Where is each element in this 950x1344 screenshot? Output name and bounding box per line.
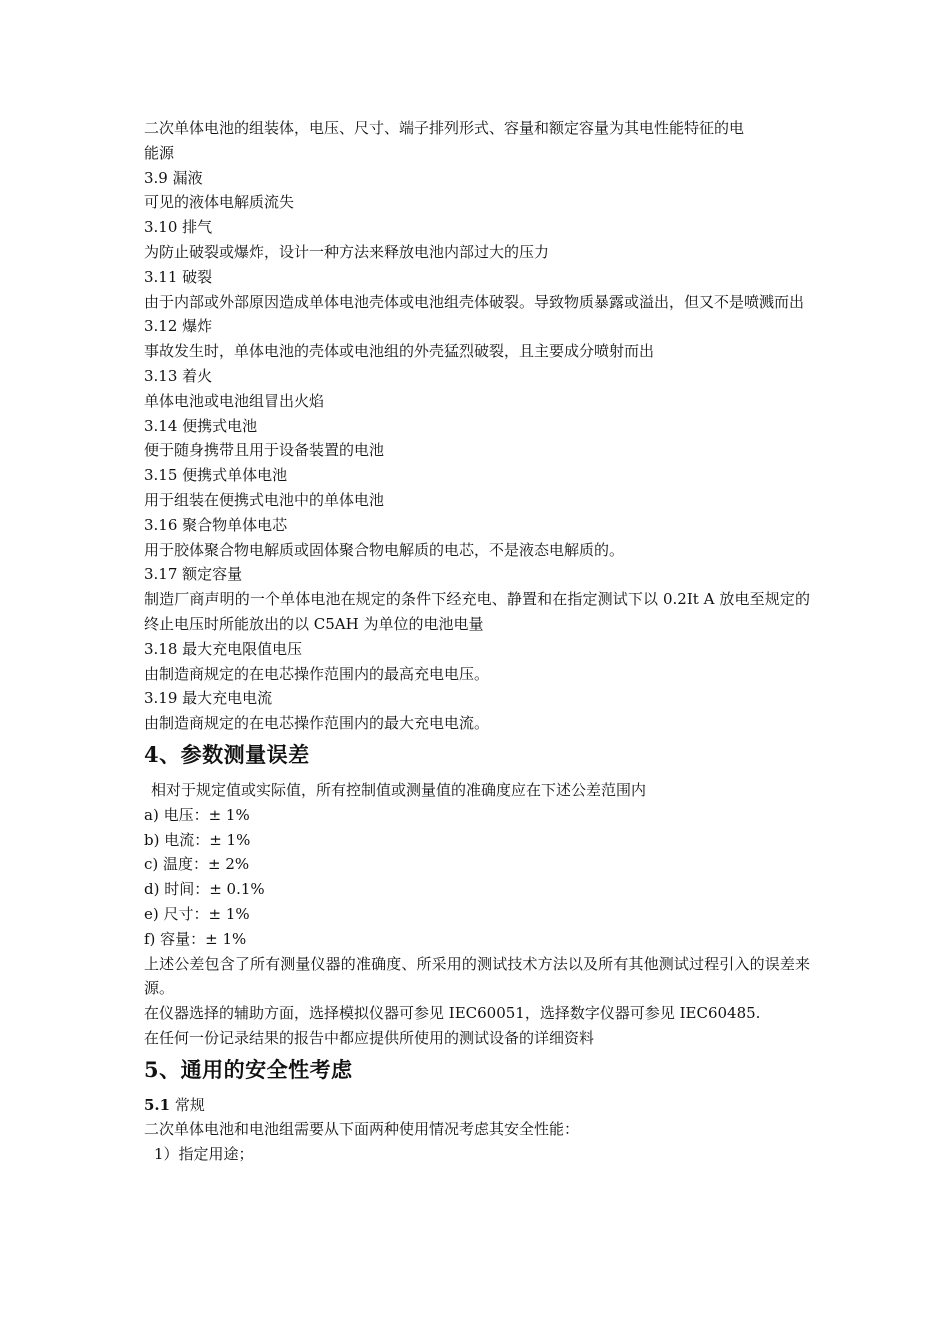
definition-text: 由制造商规定的在电芯操作范围内的最高充电电压。: [144, 664, 490, 683]
tolerance-item: a) 电压：± 1%: [144, 805, 250, 824]
section4-para-instruments: 在仪器选择的辅助方面，选择模拟仪器可参见 IEC60051，选择数字仪器可参见 IEC60485.: [144, 1004, 761, 1023]
section4-number: 4: [144, 741, 160, 767]
document-page: [144, 116, 810, 1167]
definition-text: 可见的液体电解质流失: [144, 193, 295, 212]
definition-text: 由于内部或外部原因造成单体电池壳体或电池组壳体破裂。导致物质暴露或溢出，但又不是喷溅而出: [144, 292, 805, 311]
tolerance-item: c) 温度：± 2%: [144, 855, 250, 874]
section4-heading: [144, 742, 810, 768]
tolerance-item: d) 时间：± 0.1%: [144, 880, 265, 899]
section3-intro-line1: 二次单体电池的组装体，电压、尺寸、端子排列形式、容量和额定容量为其电性能特征的电: [144, 119, 745, 137]
definition-term: 3.14 便携式电池: [144, 416, 258, 435]
tolerance-item: e) 尺寸：± 1%: [144, 904, 250, 923]
definition-term: 3.15 便携式单体电池: [144, 466, 288, 485]
definition-text: 为防止破裂或爆炸，设计一种方法来释放电池内部过大的压力: [144, 242, 550, 261]
section5-heading: [144, 1057, 810, 1083]
definition-text: 便于随身携带且用于设备装置的电池: [144, 441, 385, 460]
definition-text: 用于组装在便携式电池中的单体电池: [144, 490, 385, 509]
subsection-5-1-heading: [144, 1093, 810, 1118]
definitions-list: [144, 166, 810, 736]
definition-text: 用于胶体聚合物电解质或固体聚合物电解质的电芯，不是液态电解质的。: [144, 540, 625, 559]
definition-text: 由制造商规定的在电芯操作范围内的最大充电电流。: [144, 714, 490, 733]
subsection-number: 5.1: [144, 1095, 171, 1114]
section5-number: 5: [144, 1056, 160, 1082]
subsection-title: 常规: [170, 1095, 205, 1114]
tolerance-item: b) 电流：± 1%: [144, 830, 251, 849]
section4-title: 、参数测量误差: [159, 741, 310, 767]
section4-para-report: 在任何一份记录结果的报告中都应提供所使用的测试设备的详细资料: [144, 1028, 595, 1047]
definition-term: 3.18 最大充电限值电压: [144, 639, 303, 658]
section3-intro-line2: 能源: [144, 143, 175, 162]
section4-intro: 相对于规定值或实际值，所有控制值或测量值的准确度应在下述公差范围内: [151, 780, 647, 799]
section5-intro: 二次单体电池和电池组需要从下面两种使用情况考虑其安全性能：: [144, 1120, 580, 1139]
section4-para-error-sources: 上述公差包含了所有测量仪器的准确度、所采用的测试技术方法以及所有其他测试过程引入的误差来源。: [144, 954, 810, 998]
definition-term: 3.11 破裂: [144, 267, 213, 286]
definition-term: 3.9 漏液: [144, 168, 203, 187]
definition-term: 3.17 额定容量: [144, 565, 243, 584]
definition-term: 3.10 排气: [144, 218, 213, 237]
definition-term: 3.13 着火: [144, 366, 213, 385]
definition-text: 制造厂商声明的一个单体电池在规定的条件下经充电、静置和在指定测试下以 0.2It A 放电至规定的终止电压时所能放出的以 C5AH 为单位的电池电量: [144, 590, 810, 633]
tolerance-item: f) 容量：± 1%: [144, 929, 247, 948]
usage-item: 1）指定用途；: [154, 1145, 254, 1164]
definition-term: 3.12 爆炸: [144, 317, 213, 336]
definition-text: 单体电池或电池组冒出火焰: [144, 391, 325, 410]
definition-term: 3.16 聚合物单体电芯: [144, 515, 288, 534]
definition-text: 事故发生时，单体电池的壳体或电池组的外壳猛烈破裂，且主要成分喷射而出: [144, 342, 655, 361]
definition-term: 3.19 最大充电电流: [144, 689, 273, 708]
section5-title: 、通用的安全性考虑: [159, 1056, 353, 1082]
